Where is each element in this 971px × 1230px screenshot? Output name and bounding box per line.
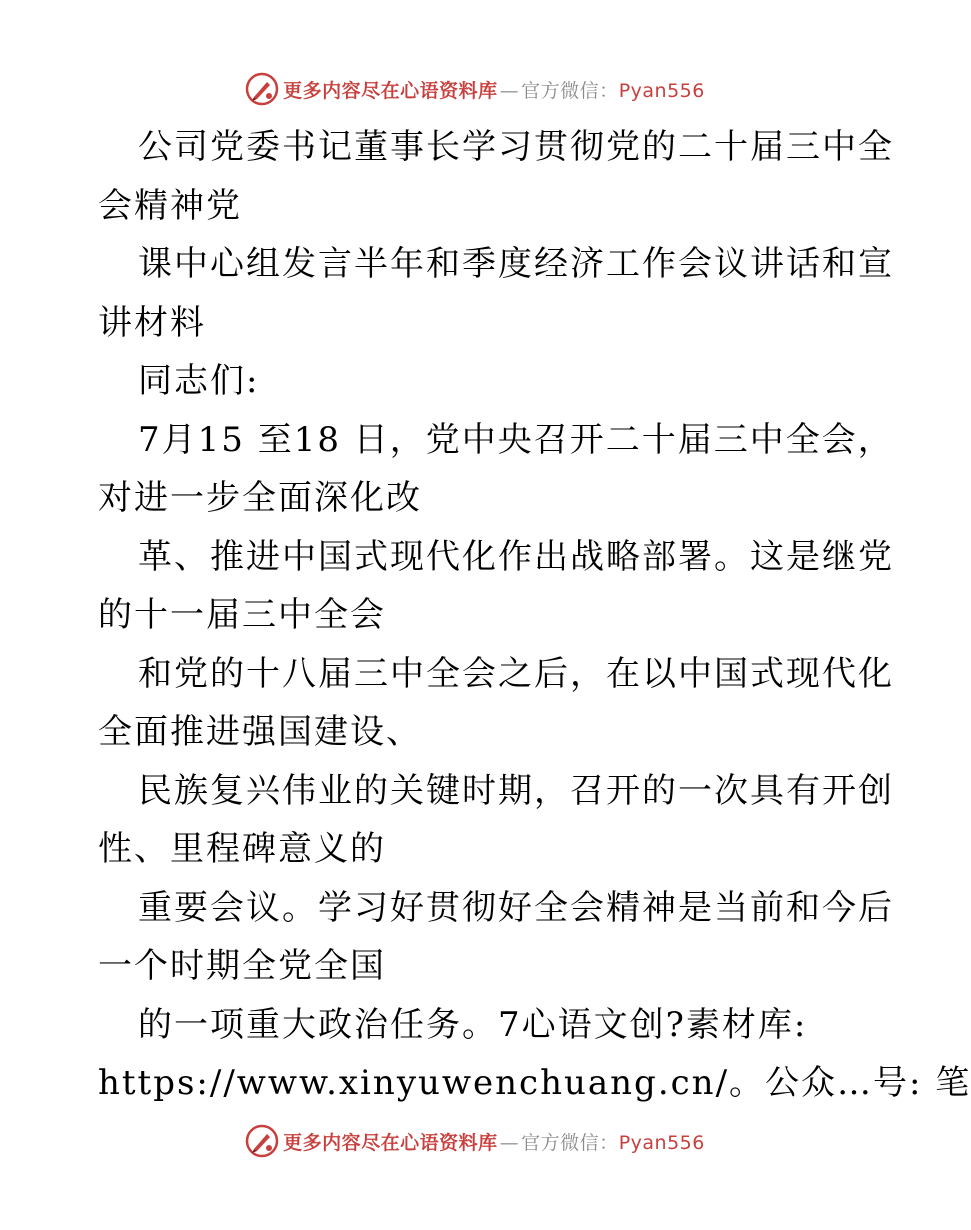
text-line: 7月15 至18 日，党中央召开二十届三中全会， <box>138 419 894 460</box>
text-line: 的十一届三中全会 <box>98 595 386 635</box>
text-line: 讲材料 <box>98 302 206 343</box>
text-line: 重要会议。学习好贯彻好全会精神是当前和今后 <box>138 887 894 928</box>
text-line: 的一项重大政治任务。7心语文创?素材库: <box>138 1004 808 1045</box>
watermark-label: 官方微信： <box>521 1131 619 1154</box>
watermark-brand: 更多内容尽在心语资料库 <box>283 79 498 102</box>
pen-seal-icon <box>245 1124 279 1158</box>
watermark-brand: 更多内容尽在心语资料库 <box>283 1131 498 1154</box>
document-body <box>98 118 971 1113</box>
footer-watermark <box>0 1124 950 1158</box>
text-line: 民族复兴伟业的关键时期，召开的一次具有开创 <box>138 770 894 811</box>
pen-seal-icon <box>245 72 279 106</box>
text-line: 同志们: <box>138 361 260 401</box>
watermark-dash: — <box>499 79 520 102</box>
watermark-id: Pyan556 <box>618 1131 705 1154</box>
header-watermark <box>0 72 950 106</box>
text-line: 革、推进中国式现代化作出战略部署。这是继党 <box>138 536 894 577</box>
text-line: 会精神党 <box>98 185 242 226</box>
text-line: https://www.xinyuwenchuang.cn/。公众…号: 笔 <box>98 1063 971 1103</box>
watermark-id: Pyan556 <box>618 79 705 102</box>
text-line: 公司党委书记董事长学习贯彻党的二十届三中全 <box>138 127 894 167</box>
watermark-dash: — <box>499 1131 520 1154</box>
text-line: 课中心组发言半年和季度经济工作会议讲话和宣 <box>138 244 894 284</box>
text-line: 全面推进强国建设、 <box>98 712 422 752</box>
watermark-label: 官方微信： <box>521 79 619 102</box>
text-line: 和党的十八届三中全会之后，在以中国式现代化 <box>138 653 894 694</box>
text-line: 性、里程碑意义的 <box>98 829 386 869</box>
text-line: 对进一步全面深化改 <box>98 478 422 518</box>
text-line: 一个时期全党全国 <box>98 946 386 986</box>
